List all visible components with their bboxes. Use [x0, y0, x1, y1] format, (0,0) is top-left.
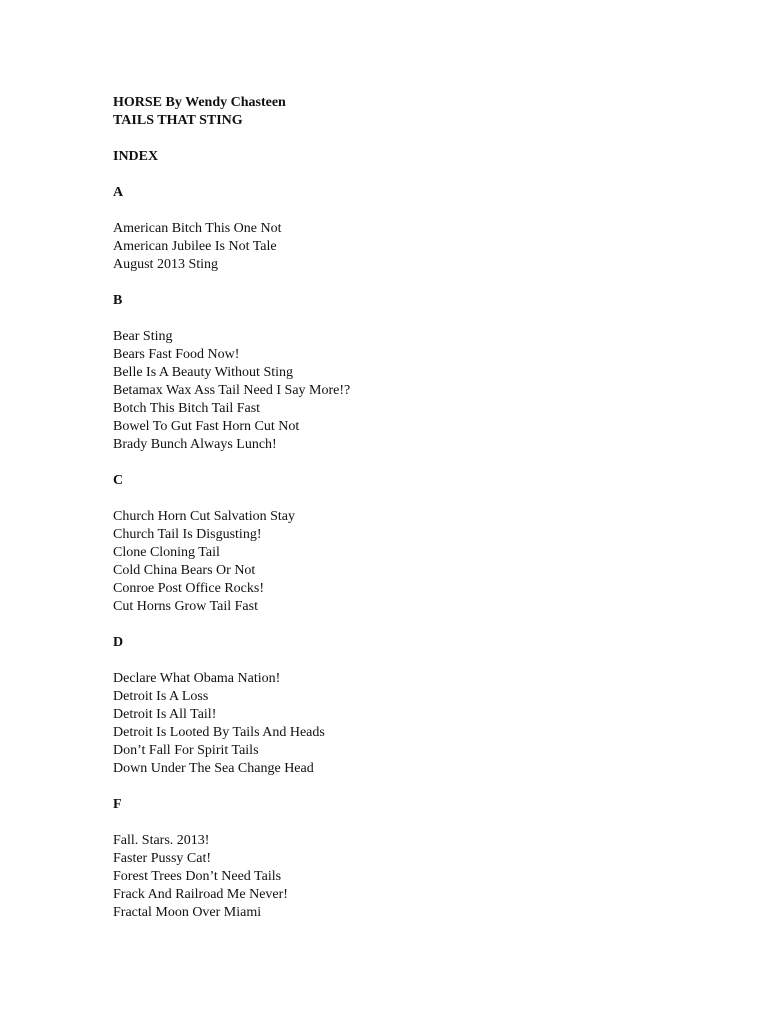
index-entry: Church Tail Is Disgusting! — [113, 527, 262, 542]
index-entry: Conroe Post Office Rocks! — [113, 581, 264, 596]
index-entry: Down Under The Sea Change Head — [113, 761, 314, 776]
index-entry: Clone Cloning Tail — [113, 545, 220, 560]
spacer — [113, 274, 713, 292]
index-entry: Belle Is A Beauty Without Sting — [113, 365, 294, 380]
index-entry: Church Horn Cut Salvation Stay — [113, 509, 295, 524]
index-entry: Brady Bunch Always Lunch! — [113, 437, 277, 452]
index-sections — [113, 166, 713, 922]
index-entry: Declare What Obama Nation! — [113, 671, 281, 686]
section-letter-b: B — [113, 293, 123, 308]
spacer — [113, 310, 713, 328]
index-entry: Faster Pussy Cat! — [113, 851, 211, 866]
index-entry: Don’t Fall For Spirit Tails — [113, 743, 259, 758]
index-entry: American Bitch This One Not — [113, 221, 282, 236]
index-entry: Cut Horns Grow Tail Fast — [113, 599, 258, 614]
index-entry: Fall. Stars. 2013! — [113, 833, 210, 848]
index-entry: Bear Sting — [113, 329, 173, 344]
spacer — [113, 166, 713, 184]
section-letter-c: C — [113, 473, 124, 488]
section-letter-d: D — [113, 635, 124, 650]
index-entry: Detroit Is A Loss — [113, 689, 209, 704]
index-entry: Fractal Moon Over Miami — [113, 905, 262, 920]
index-entry: Frack And Railroad Me Never! — [113, 887, 288, 902]
spacer — [113, 814, 713, 832]
spacer — [113, 130, 713, 148]
document-page — [113, 94, 713, 922]
index-entry: August 2013 Sting — [113, 257, 219, 272]
index-entry: Cold China Bears Or Not — [113, 563, 256, 578]
index-entry: Detroit Is Looted By Tails And Heads — [113, 725, 325, 740]
spacer — [113, 490, 713, 508]
index-entry: Forest Trees Don’t Need Tails — [113, 869, 282, 884]
spacer — [113, 202, 713, 220]
index-entry: Betamax Wax Ass Tail Need I Say More!? — [113, 383, 351, 398]
index-heading: INDEX — [113, 149, 159, 164]
spacer — [113, 454, 713, 472]
index-entry: Bears Fast Food Now! — [113, 347, 240, 362]
section-letter-f: F — [113, 797, 122, 812]
spacer — [113, 652, 713, 670]
index-entry: Botch This Bitch Tail Fast — [113, 401, 261, 416]
document-subtitle: TAILS THAT STING — [113, 113, 243, 128]
spacer — [113, 778, 713, 796]
index-entry: Detroit Is All Tail! — [113, 707, 217, 722]
document-title: HORSE By Wendy Chasteen — [113, 95, 286, 110]
spacer — [113, 616, 713, 634]
section-letter-a: A — [113, 185, 124, 200]
index-entry: American Jubilee Is Not Tale — [113, 239, 277, 254]
index-entry: Bowel To Gut Fast Horn Cut Not — [113, 419, 300, 434]
